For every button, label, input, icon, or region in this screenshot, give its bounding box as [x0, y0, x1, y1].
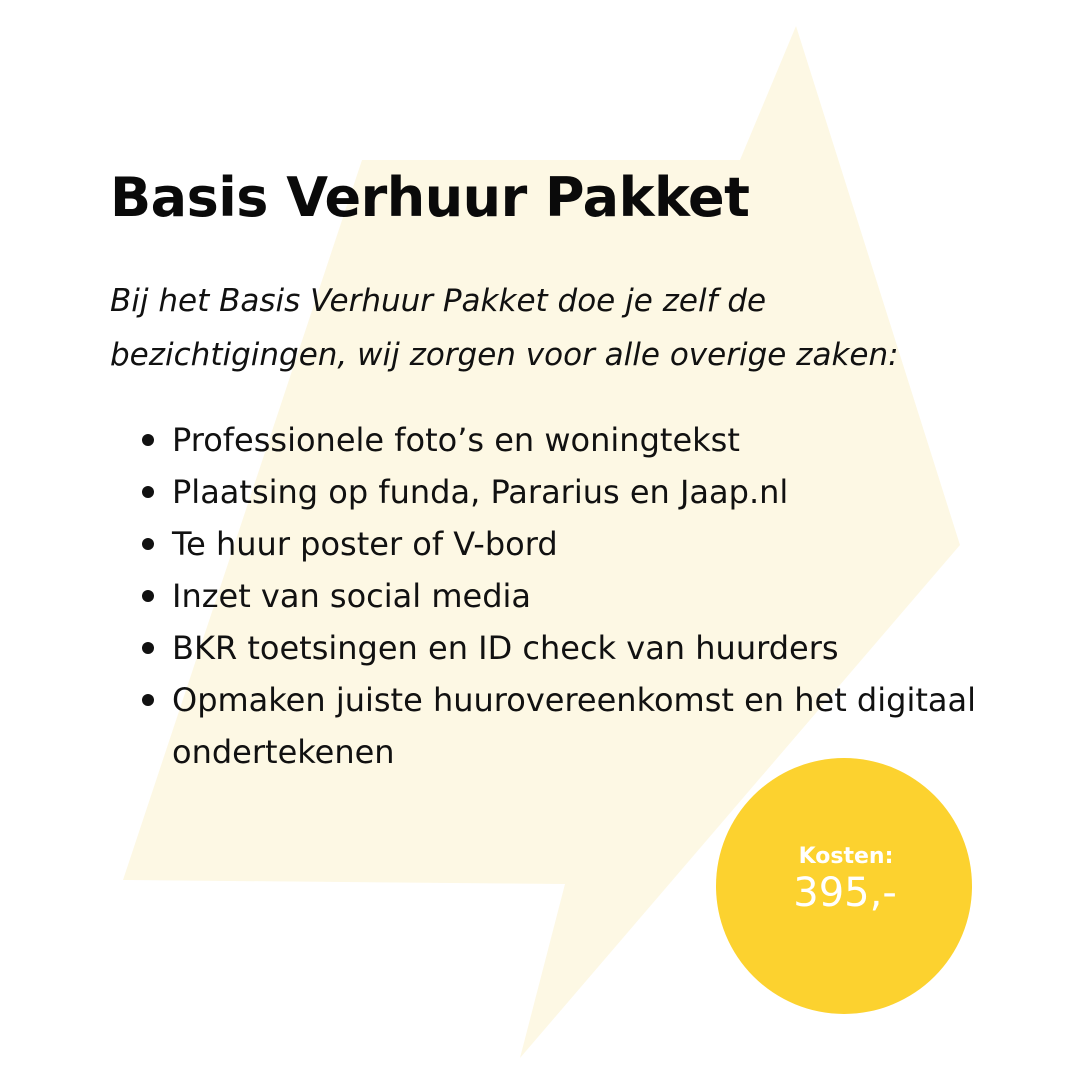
- price-label: Kosten:: [798, 844, 894, 869]
- price-value: 395,-: [793, 870, 897, 916]
- feature-item: Professionele foto’s en woningtekst: [172, 414, 992, 466]
- feature-item: Plaatsing op funda, Pararius en Jaap.nl: [172, 466, 992, 518]
- page-title: Basis Verhuur Pakket: [110, 166, 750, 229]
- price-badge: [716, 758, 972, 1014]
- intro-text: Bij het Basis Verhuur Pakket doe je zelf de bezichtigingen, wij zorgen voor alle overige zaken:: [110, 283, 899, 373]
- feature-list: [172, 414, 992, 778]
- feature-item: Opmaken juiste huurovereenkomst en het digitaal ondertekenen: [172, 674, 992, 778]
- feature-item: Inzet van social media: [172, 570, 992, 622]
- feature-item: BKR toetsingen en ID check van huurders: [172, 622, 992, 674]
- feature-item: Te huur poster of V-bord: [172, 518, 992, 570]
